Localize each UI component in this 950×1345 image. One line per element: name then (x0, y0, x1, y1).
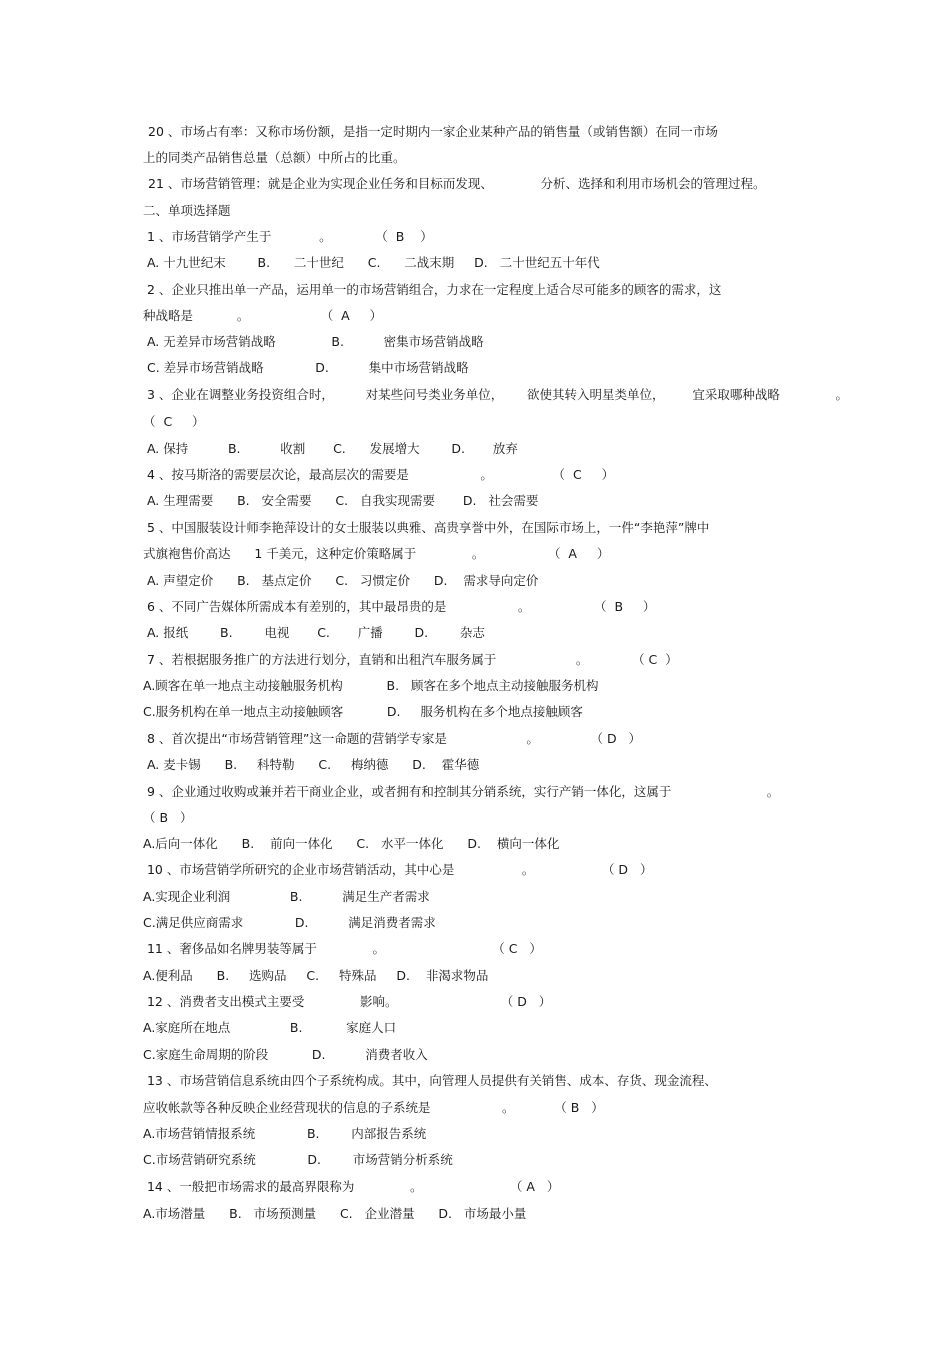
text-line: 12 、消费者支出模式主要受 影响。 （ D ） (143, 994, 552, 1009)
text-line: 14 、一般把市场需求的最高界限称为 。 （ A ） (143, 1179, 560, 1194)
text-line: A. 麦卡锡 B. 科特勒 C. 梅纳德 D. 霍华德 (143, 757, 480, 772)
text-line: C.满足供应商需求 D. 满足消费者需求 (143, 915, 436, 930)
text-line: 3 、企业在调整业务投资组合时， 对某些问号类业务单位， 欲使其转入明星类单位， 宜采取哪种战略 。 (143, 387, 848, 402)
text-line: 5 、中国服装设计师李艳萍设计的女士服装以典雅、高贵享誉中外，在国际市场上，一件“李艳萍”牌中 (143, 520, 710, 535)
text-line: C.市场营销研究系统 D. 市场营销分析系统 (143, 1152, 453, 1167)
text-line: 21 、市场营销管理：就是企业为实现企业任务和目标而发现、 分析、选择和利用市场机会的管理过程。 (148, 176, 766, 191)
text-line: 应收帐款等各种反映企业经营现状的信息的子系统是 。 （ B ） (143, 1100, 604, 1115)
text-line: 13 、市场营销信息系统由四个子系统构成。其中，向管理人员提供有关销售、成本、存货、现金流程、 (143, 1073, 717, 1088)
text-line: 4 、按马斯洛的需要层次论，最高层次的需要是 。 （ C ） (143, 467, 615, 482)
text-line: A. 无差异市场营销战略 B. 密集市场营销战略 (143, 334, 484, 349)
text-line: C.服务机构在单一地点主动接触顾客 D. 服务机构在多个地点接触顾客 (143, 704, 583, 719)
text-line: 9 、企业通过收购或兼并若干商业企业，或者拥有和控制其分销系统，实行产销一体化，这属于 。 (143, 784, 780, 799)
text-line: 7 、若根据服务推广的方法进行划分，直销和出租汽车服务属于 。 （ C ） (143, 652, 678, 667)
text-line: A. 报纸 B. 电视 C. 广播 D. 杂志 (143, 625, 485, 640)
text-line: 6 、不同广告媒体所需成本有差别的，其中最昂贵的是 。 （ B ） (143, 599, 656, 614)
text-line: A. 声望定价 B. 基点定价 C. 习惯定价 D. 需求导向定价 (143, 573, 539, 588)
text-line: 10 、市场营销学所研究的企业市场营销活动，其中心是 。 （ D ） (143, 862, 653, 877)
text-line: 式旗袍售价高达 1 千美元，这种定价策略属于 。 （ A ） (143, 546, 610, 561)
text-line: A.后向一体化 B. 前向一体化 C. 水平一体化 D. 横向一体化 (143, 836, 560, 851)
text-line: 上的同类产品销售总量（总额）中所占的比重。 (143, 150, 406, 165)
text-line: 11 、奢侈品如名牌男装等属于 。 （ C ） (143, 941, 542, 956)
text-line: A.家庭所在地点 B. 家庭人口 (143, 1020, 397, 1035)
text-line: A. 生理需要 B. 安全需要 C. 自我实现需要 D. 社会需要 (143, 493, 539, 508)
text-line: A.市场潜量 B. 市场预测量 C. 企业潜量 D. 市场最小量 (143, 1206, 527, 1221)
text-line: 二、单项选择题 (143, 203, 231, 218)
text-line: A. 十九世纪末 B. 二十世纪 C. 二战末期 D. 二十世纪五十年代 (143, 255, 600, 270)
text-line: A.实现企业利润 B. 满足生产者需求 (143, 889, 430, 904)
text-line: 1 、市场营销学产生于 。 （ B ） (143, 229, 433, 244)
text-line: 种战略是 。 （ A ） (143, 308, 383, 323)
text-line: C. 差异市场营销战略 D. 集中市场营销战略 (143, 360, 469, 375)
text-line: A.市场营销情报系统 B. 内部报告系统 (143, 1126, 427, 1141)
text-line: A.便利品 B. 选购品 C. 特殊品 D. 非渴求物品 (143, 968, 489, 983)
text-line: 20 、市场占有率：又称市场份额，是指一定时期内一家企业某种产品的销售量（或销售额）在同一市场 (148, 124, 718, 139)
text-line: C.家庭生命周期的阶段 D. 消费者收入 (143, 1047, 428, 1062)
text-line: （ B ） (143, 810, 193, 825)
text-line: A.顾客在单一地点主动接触服务机构 B. 顾客在多个地点主动接触服务机构 (143, 678, 599, 693)
text-line: A. 保持 B. 收割 C. 发展增大 D. 放弃 (143, 441, 518, 456)
text-line: （ C ） (143, 414, 205, 429)
text-line: 8 、首次提出“市场营销管理”这一命题的营销学专家是 。 （ D ） (143, 731, 641, 746)
text-line: 2 、企业只推出单一产品，运用单一的市场营销组合，力求在一定程度上适合尽可能多的顾客的需求，这 (143, 282, 722, 297)
